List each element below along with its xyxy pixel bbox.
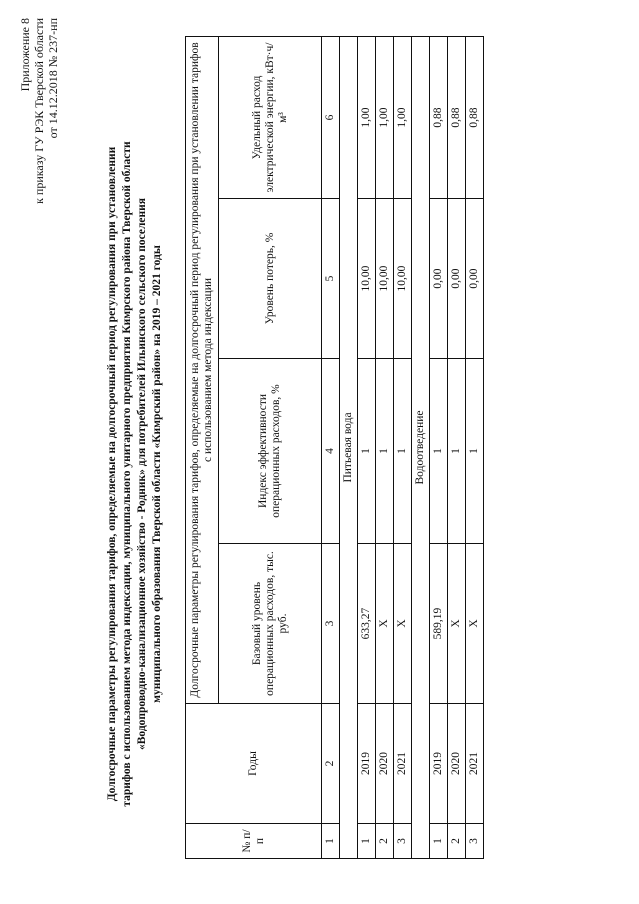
cell-index: 1 <box>448 359 466 544</box>
column-number: 4 <box>322 359 340 544</box>
annex-line-2: к приказу ГУ РЭК Тверской области <box>32 18 46 204</box>
cell-index: 1 <box>394 359 412 544</box>
cell-loss: 0,00 <box>448 199 466 359</box>
cell-loss: 10,00 <box>358 199 376 359</box>
section-title: Питьевая вода <box>340 36 358 858</box>
parameters-table <box>185 36 484 859</box>
cell-energy: 1,00 <box>394 36 412 198</box>
cell-year: 2020 <box>448 704 466 824</box>
cell-loss: 10,00 <box>376 199 394 359</box>
cell-energy: 0,88 <box>448 36 466 198</box>
title-line-2: тарифов с использованием метода индексации, муниципального унитарного предприятия Кимрского района Тверской области <box>121 141 133 807</box>
column-numbers-row <box>322 36 340 858</box>
table-row <box>466 36 484 858</box>
section-row-drinking-water <box>340 36 358 858</box>
column-number: 1 <box>322 824 340 859</box>
cell-loss: 10,00 <box>394 199 412 359</box>
annex-line-1: Приложение 8 <box>18 18 32 92</box>
table-row <box>448 36 466 858</box>
header-years: Годы <box>186 704 322 824</box>
cell-year: 2021 <box>466 704 484 824</box>
cell-loss: 0,00 <box>430 199 448 359</box>
cell-index: 1 <box>430 359 448 544</box>
cell-energy: 0,88 <box>430 36 448 198</box>
table-row <box>376 36 394 858</box>
cell-loss: 0,00 <box>466 199 484 359</box>
column-number: 3 <box>322 544 340 704</box>
cell-energy: 0,88 <box>466 36 484 198</box>
cell-year: 2019 <box>358 704 376 824</box>
section-row-wastewater <box>412 36 430 858</box>
cell-year: 2020 <box>376 704 394 824</box>
column-number: 5 <box>322 199 340 359</box>
annex-line-3: от 14.12.2018 № 237-нп <box>46 18 60 139</box>
table-row <box>430 36 448 858</box>
cell-base: X <box>376 544 394 704</box>
header-base-opex: Базовый уровень операционных расходов, тыс. руб. <box>219 544 322 704</box>
cell-no: 1 <box>430 824 448 859</box>
header-efficiency-index: Индекс эффективности операционных расходов, % <box>219 359 322 544</box>
header-energy-rate: Удельный расход электрической энергии, кВт·ч/м³ <box>219 36 322 198</box>
title-line-4: муниципального образования Тверской области «Кимрский район» на 2019 – 2021 годы <box>151 245 163 703</box>
column-number: 2 <box>322 704 340 824</box>
header-group: Долгосрочные параметры регулирования тарифов, определяемые на долгосрочный период регулирования при установлении тарифов с использованием метода индексации <box>186 36 219 703</box>
title-line-3: «Водопроводно-канализационное хозяйство - Родник» для потребителей Ильинского сельского поселения <box>136 198 148 751</box>
cell-base: 589,19 <box>430 544 448 704</box>
cell-year: 2021 <box>394 704 412 824</box>
cell-base: X <box>448 544 466 704</box>
cell-no: 2 <box>448 824 466 859</box>
cell-no: 1 <box>358 824 376 859</box>
table-row <box>394 36 412 858</box>
cell-year: 2019 <box>430 704 448 824</box>
table-row <box>358 36 376 858</box>
cell-no: 2 <box>376 824 394 859</box>
cell-index: 1 <box>358 359 376 544</box>
cell-index: 1 <box>376 359 394 544</box>
cell-base: X <box>466 544 484 704</box>
cell-no: 3 <box>466 824 484 859</box>
cell-energy: 1,00 <box>358 36 376 198</box>
cell-no: 3 <box>394 824 412 859</box>
cell-base: 633,27 <box>358 544 376 704</box>
column-number: 6 <box>322 36 340 198</box>
header-loss-level: Уровень потерь, % <box>219 199 322 359</box>
section-title: Водоотведение <box>412 36 430 858</box>
annex-header <box>18 18 60 204</box>
cell-index: 1 <box>466 359 484 544</box>
document-title <box>105 104 165 844</box>
cell-base: X <box>394 544 412 704</box>
title-line-1: Долгосрочные параметры регулирования тарифов, определяемые на долгосрочный период регулирования при установлении <box>106 146 118 802</box>
cell-energy: 1,00 <box>376 36 394 198</box>
header-no: № п/п <box>186 824 322 859</box>
